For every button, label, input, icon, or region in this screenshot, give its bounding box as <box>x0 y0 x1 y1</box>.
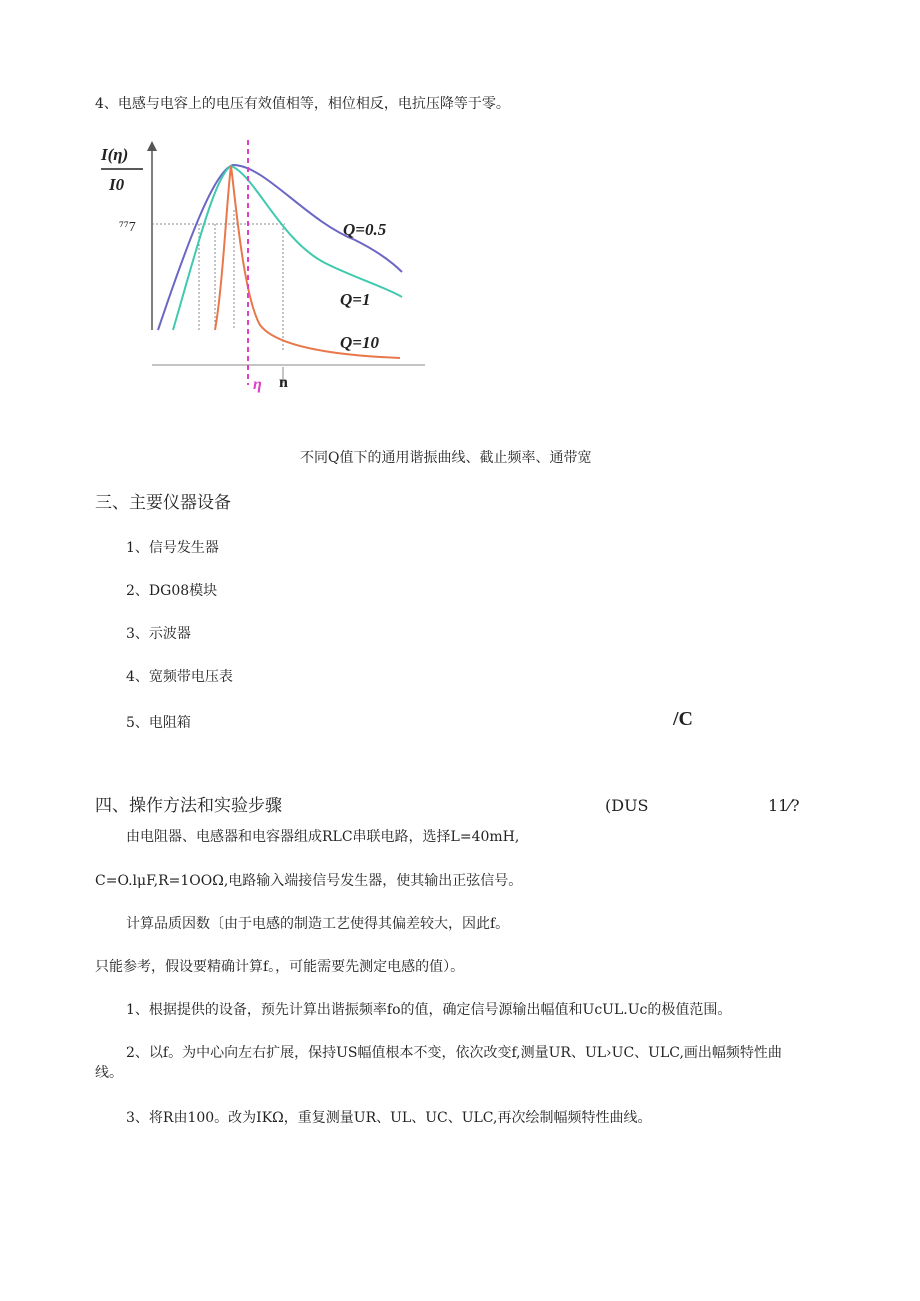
para2-line2: 只能参考，假设要精确计算f。，可能需要先测定电感的值）。 <box>95 959 465 975</box>
item4-text: 4、电感与电容上的电压有效值相等，相位相反，电抗压降等于零。 <box>95 96 510 112</box>
y-tick-label: ⁷⁷7 <box>119 220 136 235</box>
resonance-figure <box>95 135 430 400</box>
step1: 1、根据提供的设备，预先计算出谐振频率fo的值，确定信号源输出幅值和UcUL.Uc的极值范围。 <box>126 1002 732 1018</box>
equipment-item-2: 2、DG08模块 <box>126 583 218 599</box>
equipment-item-4: 4、宽频带电压表 <box>126 669 233 685</box>
y-label-bottom: I0 <box>109 175 125 194</box>
equipment-item-5: 5、电阻箱 <box>126 715 191 731</box>
stray-dus: (DUS <box>605 796 649 815</box>
equipment-item-3: 3、示波器 <box>126 626 191 642</box>
para1-line1: 由电阻器、电感器和电容器组成RLC串联电路，选择L=40mH, <box>126 829 520 845</box>
label-q-0-5: Q=0.5 <box>343 220 387 239</box>
y-label-top: I(η) <box>101 145 129 164</box>
x-marker-eta: η <box>253 376 262 393</box>
step2-line1: 2、以f。为中心向左右扩展，保持US幅值根本不变，依次改变f,测量UR、UL›UC、ULC,画出幅频特性曲 <box>126 1045 782 1061</box>
equipment-item-1: 1、信号发生器 <box>126 540 219 556</box>
step2-line2: 线。 <box>95 1065 123 1081</box>
y-axis-arrow <box>147 141 157 151</box>
section4-title: 四、操作方法和实验步骤 <box>95 796 282 816</box>
para1-line2: C=O.lμF,R=1OOΩ,电路输入端接信号发生器，使其输出正弦信号。 <box>95 873 523 889</box>
stray-11: 11⁄? <box>768 796 800 815</box>
resonance-chart <box>95 135 430 400</box>
stray-c: /C <box>673 708 693 730</box>
para2-line1: 计算品质因数〔由于电感的制造工艺使得其偏差较大，因此f。 <box>126 916 510 932</box>
label-q-1: Q=1 <box>340 290 371 309</box>
step3: 3、将R由100。改为IKΩ，重复测量UR、UL、UC、ULC,再次绘制幅频特性曲线。 <box>126 1110 652 1126</box>
figure-caption: 不同Q值下的通用谐振曲线、截止频率、通带宽 <box>300 450 592 466</box>
x-marker-n: n <box>279 374 288 391</box>
label-q-10: Q=10 <box>340 333 379 352</box>
curve-q-10 <box>215 166 400 358</box>
section3-title: 三、主要仪器设备 <box>95 493 231 513</box>
